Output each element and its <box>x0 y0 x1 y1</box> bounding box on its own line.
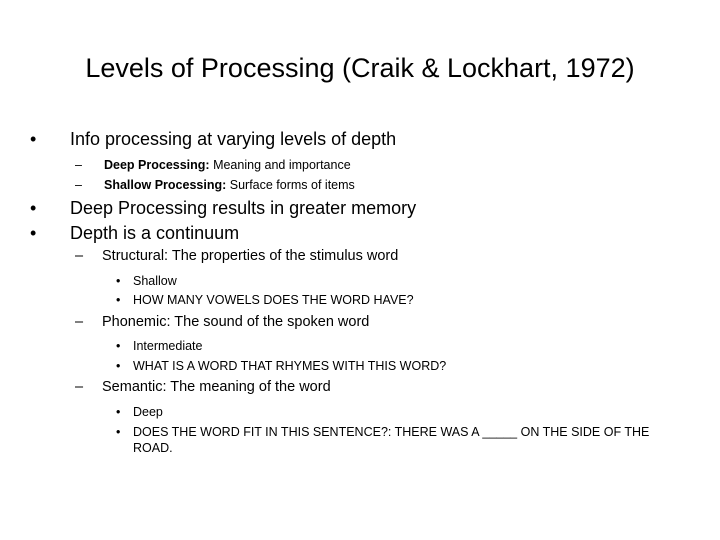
structural-level: Shallow <box>133 274 177 288</box>
bullet-marker: • <box>116 359 121 373</box>
phonemic-level: Intermediate <box>133 339 203 353</box>
dash-marker: – <box>75 248 84 264</box>
text-deep-processing: Meaning and importance <box>209 158 351 172</box>
bullet-marker: • <box>116 293 121 307</box>
semantic-level: Deep <box>133 405 163 419</box>
bullet-marker: • <box>30 223 37 243</box>
dash-marker: – <box>75 178 82 192</box>
sub-bullet-structural: Structural: The properties of the stimulus word <box>102 248 399 264</box>
sub-bullet-phonemic: Phonemic: The sound of the spoken word <box>102 314 370 330</box>
bullet-marker: • <box>116 274 121 288</box>
sub-bullet-shallow-processing <box>104 177 355 193</box>
term-shallow-processing: Shallow Processing: <box>104 178 227 192</box>
bullet-info-processing: Info processing at varying levels of depth <box>70 129 397 149</box>
sub-bullet-semantic: Semantic: The meaning of the word <box>102 379 331 395</box>
structural-question: HOW MANY VOWELS DOES THE WORD HAVE? <box>133 293 414 307</box>
bullet-marker: • <box>116 339 121 353</box>
bullet-marker: • <box>30 129 37 149</box>
text-shallow-processing: Surface forms of items <box>226 178 355 192</box>
bullet-marker: • <box>116 405 121 419</box>
bullet-deep-processing-memory: Deep Processing results in greater memory <box>70 198 417 218</box>
slide-title: Levels of Processing (Craik & Lockhart, 1972) <box>85 53 635 83</box>
bullet-marker: • <box>116 425 121 439</box>
dash-marker: – <box>75 314 84 330</box>
dash-marker: – <box>75 158 82 172</box>
dash-marker: – <box>75 379 84 395</box>
bullet-depth-continuum: Depth is a continuum <box>70 223 240 243</box>
semantic-question-line1: DOES THE WORD FIT IN THIS SENTENCE?: THERE WAS A _____ ON THE SIDE OF THE <box>133 425 650 439</box>
sub-bullet-deep-processing <box>104 157 351 173</box>
term-deep-processing: Deep Processing: <box>104 158 210 172</box>
semantic-question-line2: ROAD. <box>133 441 173 455</box>
phonemic-question: WHAT IS A WORD THAT RHYMES WITH THIS WORD? <box>133 359 447 373</box>
bullet-marker: • <box>30 198 37 218</box>
